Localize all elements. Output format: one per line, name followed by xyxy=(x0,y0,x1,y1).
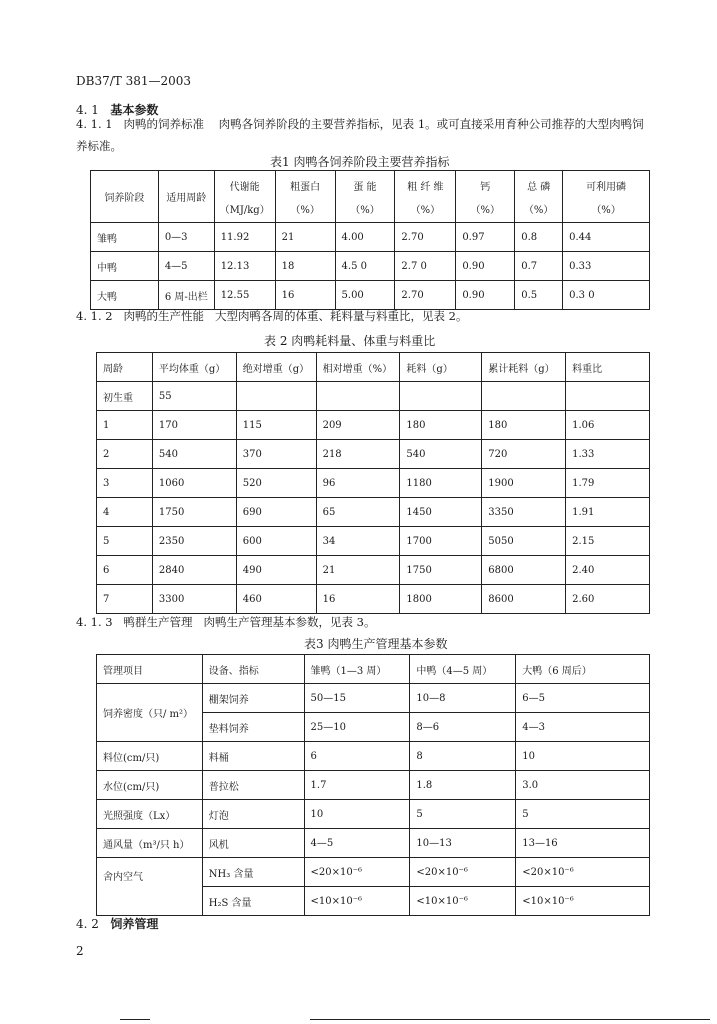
table-cell xyxy=(566,382,650,411)
table-cell: 1.8 xyxy=(410,771,516,800)
section-title: 饲养管理 xyxy=(110,917,159,931)
table-cell: 0.97 xyxy=(456,223,515,252)
table-cell: 水位(cm/只) xyxy=(97,771,203,800)
table-cell: 18 xyxy=(275,252,335,281)
table-row xyxy=(97,411,650,440)
table-cell: 490 xyxy=(236,556,316,585)
table-cell: 10—8 xyxy=(410,684,516,713)
table-row xyxy=(97,382,650,411)
table-row xyxy=(97,585,650,614)
table-cell xyxy=(482,382,566,411)
table-cell: 料位(cm/只) xyxy=(97,742,203,771)
table-cell: 10—13 xyxy=(410,829,516,858)
table-cell: 4—5 xyxy=(158,252,214,281)
table-header-row xyxy=(91,171,650,223)
table-cell: 1.06 xyxy=(566,411,650,440)
section-title: 肉鸭的饲养标准 xyxy=(123,117,205,131)
table-cell: 5 xyxy=(410,800,516,829)
header-line: （%） xyxy=(591,204,621,216)
table-cell: NH₃ 含量 xyxy=(202,858,304,887)
table-1-nutrition xyxy=(90,170,650,310)
table-cell: 0.7 xyxy=(515,252,563,281)
table-cell: 4.5 0 xyxy=(335,252,395,281)
section-4-2 xyxy=(76,915,158,932)
table-row xyxy=(97,440,650,469)
table-cell: 1 xyxy=(97,411,153,440)
table-cell: 370 xyxy=(236,440,316,469)
table-cell: 115 xyxy=(236,411,316,440)
page-number: 2 xyxy=(76,944,84,958)
table-cell: 50—15 xyxy=(304,684,410,713)
table-cell: 1800 xyxy=(400,585,482,614)
header-line: 钙 xyxy=(480,181,491,193)
table-cell: 6 xyxy=(304,742,410,771)
table-cell: 6—5 xyxy=(516,684,650,713)
table-row xyxy=(97,800,650,829)
column-header xyxy=(335,171,395,223)
table-3-caption: 表3 肉鸭生产管理基本参数 xyxy=(304,637,448,651)
table-cell: <20×10⁻⁶ xyxy=(516,858,650,887)
section-title: 基本参数 xyxy=(110,103,159,117)
section-text: 大型肉鸭各周的体重、耗料量与料重比，见表 2。 xyxy=(215,309,468,323)
table-cell: 10 xyxy=(516,742,650,771)
table-cell: 34 xyxy=(316,527,400,556)
table-cell: 180 xyxy=(400,411,482,440)
table-cell: 3.0 xyxy=(516,771,650,800)
table-cell: 0.5 xyxy=(515,281,563,310)
header-line: （%） xyxy=(523,204,554,216)
table-cell: 3300 xyxy=(152,585,236,614)
table-cell: 4 xyxy=(97,498,153,527)
row-group-label: 舍内空气 xyxy=(97,858,203,916)
table-cell: 218 xyxy=(316,440,400,469)
section-text: 肉鸭生产管理基本参数，见表 3。 xyxy=(203,615,376,629)
header-line: （%） xyxy=(290,204,320,216)
table-row xyxy=(97,742,650,771)
table-cell: 0.90 xyxy=(456,252,515,281)
footer-rule-mark xyxy=(120,1019,150,1020)
table-cell: 1450 xyxy=(400,498,482,527)
table-cell: 11.92 xyxy=(214,223,275,252)
table-2-caption: 表 2 肉鸭耗料量、体重与料重比 xyxy=(264,334,436,348)
column-header: 大鸭（6 周后） xyxy=(516,655,650,684)
table-cell: 垫料饲养 xyxy=(202,713,304,742)
table-cell: <10×10⁻⁶ xyxy=(410,887,516,916)
table-cell: <10×10⁻⁶ xyxy=(304,887,410,916)
header-line: 粗 纤 维 xyxy=(407,181,444,193)
header-line: （MJ/kg） xyxy=(219,204,270,216)
table-cell: 2.60 xyxy=(566,585,650,614)
table-cell: 普拉松 xyxy=(202,771,304,800)
table-cell: 1750 xyxy=(152,498,236,527)
column-header xyxy=(395,171,456,223)
table-cell: 209 xyxy=(316,411,400,440)
section-text: 肉鸭各饲养阶段的主要营养指标，见表 1。或可直接采用育种公司推荐的大型肉鸭饲养标准。 xyxy=(76,117,644,153)
table-cell: 0.8 xyxy=(515,223,563,252)
table-cell: 1.91 xyxy=(566,498,650,527)
table-cell: 2.70 xyxy=(395,281,456,310)
table-cell: 6 周-出栏 xyxy=(158,281,214,310)
table-cell: 180 xyxy=(482,411,566,440)
table-cell: 0.33 xyxy=(563,252,650,281)
table-cell: 5 xyxy=(97,527,153,556)
table-cell: 2.15 xyxy=(566,527,650,556)
table-cell: 1.79 xyxy=(566,469,650,498)
column-header xyxy=(158,171,214,223)
column-header xyxy=(456,171,515,223)
table-cell: 25—10 xyxy=(304,713,410,742)
table-cell: 6800 xyxy=(482,556,566,585)
table-row xyxy=(97,498,650,527)
table-cell: 1060 xyxy=(152,469,236,498)
table-header-row xyxy=(97,353,650,382)
table-cell: 16 xyxy=(275,281,335,310)
row-group-label: 饲养密度（只/ m²） xyxy=(97,684,203,742)
table-cell: 21 xyxy=(316,556,400,585)
column-header: 管理项目 xyxy=(97,655,203,684)
table-cell: 8 xyxy=(410,742,516,771)
table-row xyxy=(97,527,650,556)
table-cell: 4.00 xyxy=(335,223,395,252)
header-line: 总 磷 xyxy=(527,181,551,193)
table-cell: 通风量（m³/只 h） xyxy=(97,829,203,858)
table-cell: 460 xyxy=(236,585,316,614)
table-row xyxy=(91,252,650,281)
table-cell: 16 xyxy=(316,585,400,614)
table-cell: 大鸭 xyxy=(91,281,159,310)
table-cell: 55 xyxy=(152,382,236,411)
header-line: （%） xyxy=(470,204,501,216)
table-cell: 520 xyxy=(236,469,316,498)
table-cell xyxy=(236,382,316,411)
header-line: 适用周龄 xyxy=(166,193,207,204)
table-cell: 2.7 0 xyxy=(395,252,456,281)
column-header: 周龄 xyxy=(97,353,153,382)
table-cell: 风机 xyxy=(202,829,304,858)
table-cell: 雏鸭 xyxy=(91,223,159,252)
table-cell: 4—5 xyxy=(304,829,410,858)
section-4-1-3 xyxy=(76,611,651,633)
table-cell: 1900 xyxy=(482,469,566,498)
table-cell: 灯泡 xyxy=(202,800,304,829)
table-cell: 13—16 xyxy=(516,829,650,858)
table-cell: 1700 xyxy=(400,527,482,556)
section-title: 鸭群生产管理 xyxy=(123,615,193,629)
table-cell: 10 xyxy=(304,800,410,829)
header-line: 代谢能 xyxy=(229,181,260,193)
table-row xyxy=(97,771,650,800)
table-cell: 12.13 xyxy=(214,252,275,281)
section-number: 4. 2 xyxy=(76,917,99,931)
section-number: 4. 1 xyxy=(76,103,99,117)
table-cell xyxy=(316,382,400,411)
table-cell: 中鸭 xyxy=(91,252,159,281)
table-cell: 6 xyxy=(97,556,153,585)
table-cell: <10×10⁻⁶ xyxy=(516,887,650,916)
table-cell: 5050 xyxy=(482,527,566,556)
table-cell: 8600 xyxy=(482,585,566,614)
table-cell: 4—3 xyxy=(516,713,650,742)
header-line: （%） xyxy=(410,204,441,216)
section-title: 肉鸭的生产性能 xyxy=(123,309,205,323)
table-row xyxy=(97,556,650,585)
table-cell: 540 xyxy=(152,440,236,469)
table-cell: 0.90 xyxy=(456,281,515,310)
table-cell: 12.55 xyxy=(214,281,275,310)
table-cell: H₂S 含量 xyxy=(202,887,304,916)
table-cell: 2 xyxy=(97,440,153,469)
column-header: 相对增重（%） xyxy=(316,353,400,382)
table-2-growth xyxy=(96,352,650,614)
table-cell: 2350 xyxy=(152,527,236,556)
table-cell: 0.3 0 xyxy=(563,281,650,310)
table-cell: 0—3 xyxy=(158,223,214,252)
column-header xyxy=(91,171,159,223)
table-cell: 1750 xyxy=(400,556,482,585)
table-cell: 1180 xyxy=(400,469,482,498)
section-number: 4. 1. 2 xyxy=(76,309,113,323)
column-header: 中鸭（4—5 周） xyxy=(410,655,516,684)
table-header-row xyxy=(97,655,650,684)
table-cell: 料桶 xyxy=(202,742,304,771)
column-header: 设备、指标 xyxy=(202,655,304,684)
table-cell: <20×10⁻⁶ xyxy=(410,858,516,887)
table-cell: 1.33 xyxy=(566,440,650,469)
header-line: 可利用磷 xyxy=(586,181,627,193)
section-4-1-2 xyxy=(76,305,651,327)
column-header: 耗料（g） xyxy=(400,353,482,382)
footer-rule xyxy=(310,1019,710,1020)
table-row xyxy=(97,858,650,887)
column-header xyxy=(275,171,335,223)
table-cell: 2.70 xyxy=(395,223,456,252)
table-cell: 0.44 xyxy=(563,223,650,252)
table-cell: 7 xyxy=(97,585,153,614)
table-cell: 3 xyxy=(97,469,153,498)
table-1-caption: 表1 肉鸭各饲养阶段主要营养指标 xyxy=(270,155,450,169)
table-cell: 5.00 xyxy=(335,281,395,310)
table-cell: 540 xyxy=(400,440,482,469)
table-cell: 3350 xyxy=(482,498,566,527)
table-cell: 720 xyxy=(482,440,566,469)
table-cell: 1.7 xyxy=(304,771,410,800)
table-row xyxy=(97,469,650,498)
table-cell: 光照强度（Lx） xyxy=(97,800,203,829)
table-cell: 170 xyxy=(152,411,236,440)
header-line: 蛋 能 xyxy=(353,181,377,193)
table-cell: 690 xyxy=(236,498,316,527)
header-line: （%） xyxy=(350,204,380,216)
column-header: 平均体重（g） xyxy=(152,353,236,382)
table-cell: 2840 xyxy=(152,556,236,585)
column-header: 累计耗料（g） xyxy=(482,353,566,382)
table-cell: 棚架饲养 xyxy=(202,684,304,713)
section-number: 4. 1. 1 xyxy=(76,117,113,131)
column-header xyxy=(214,171,275,223)
table-cell: 2.40 xyxy=(566,556,650,585)
table-cell: 初生重 xyxy=(97,382,153,411)
column-header: 雏鸭（1—3 周） xyxy=(304,655,410,684)
table-cell: 5 xyxy=(516,800,650,829)
table-cell: <20×10⁻⁶ xyxy=(304,858,410,887)
column-header: 料重比 xyxy=(566,353,650,382)
column-header: 绝对增重（g） xyxy=(236,353,316,382)
table-cell: 8—6 xyxy=(410,713,516,742)
table-cell: 600 xyxy=(236,527,316,556)
column-header xyxy=(563,171,650,223)
table-row xyxy=(97,684,650,713)
table-row xyxy=(97,829,650,858)
document-code-header: DB37/T 381—2003 xyxy=(76,74,192,88)
header-line: 饲养阶段 xyxy=(104,193,145,204)
table-cell: 21 xyxy=(275,223,335,252)
table-row xyxy=(91,223,650,252)
column-header xyxy=(515,171,563,223)
section-4-1-1 xyxy=(76,113,651,157)
table-3-management xyxy=(96,654,650,916)
table-cell xyxy=(400,382,482,411)
table-cell: 96 xyxy=(316,469,400,498)
section-number: 4. 1. 3 xyxy=(76,615,113,629)
table-cell: 65 xyxy=(316,498,400,527)
header-line: 粗蛋白 xyxy=(290,181,321,193)
